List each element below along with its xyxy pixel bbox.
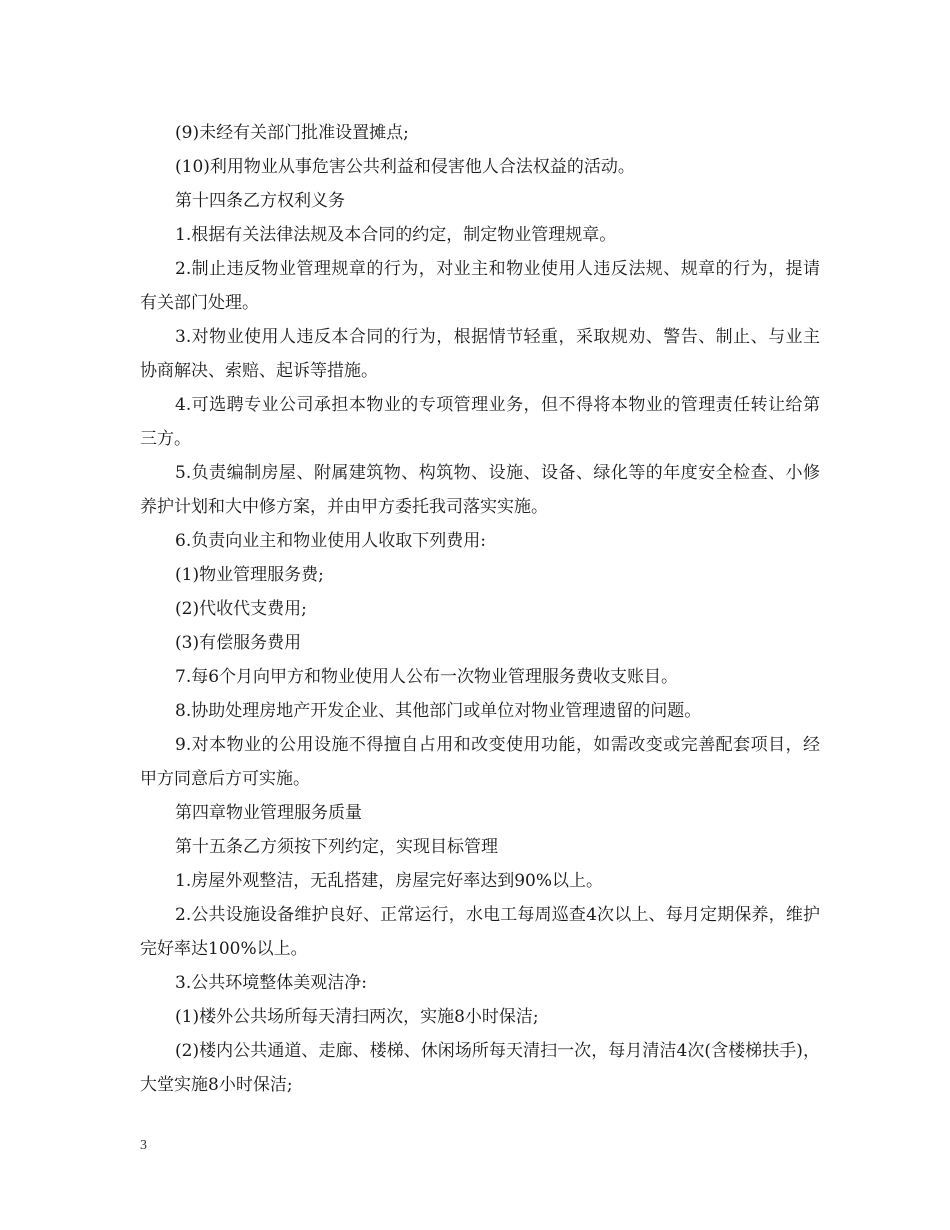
paragraph: 4.可选聘专业公司承担本物业的专项管理业务，但不得将本物业的管理责任转让给第三方。 (140, 395, 820, 449)
paragraph: (2)楼内公共通道、走廊、楼梯、休闲场所每天清扫一次，每月清洁4次(含楼梯扶手)，大堂实施8小时保洁; (140, 1041, 820, 1095)
paragraph: 3.公共环境整体美观洁净: (175, 973, 367, 993)
paragraph: (2)代收代支费用; (175, 599, 307, 619)
chapter-heading: 第四章物业管理服务质量 (175, 803, 362, 823)
document-body (140, 116, 820, 1102)
paragraph: 3.对物业使用人违反本合同的行为，根据情节轻重，采取规劝、警告、制止、与业主协商解决、索赔、起诉等措施。 (140, 327, 820, 381)
paragraph: 1.房屋外观整洁，无乱搭建，房屋完好率达到90%以上。 (175, 871, 604, 891)
paragraph: (10)利用物业从事危害公共利益和侵害他人合法权益的活动。 (175, 157, 635, 177)
paragraph: 8.协助处理房地产开发企业、其他部门或单位对物业管理遗留的问题。 (175, 701, 702, 721)
paragraph: 9.对本物业的公用设施不得擅自占用和改变使用功能，如需改变或完善配套项目，经甲方同意后方可实施。 (140, 735, 820, 789)
paragraph: 2.公共设施设备维护良好、正常运行，水电工每周巡查4次以上、每月定期保养，维护完好率达100%以上。 (140, 905, 820, 959)
paragraph: 2.制止违反物业管理规章的行为，对业主和物业使用人违反法规、规章的行为，提请有关部门处理。 (140, 259, 820, 313)
paragraph: (1)物业管理服务费; (175, 565, 324, 585)
section-heading: 第十四条乙方权利义务 (175, 191, 345, 211)
paragraph: 5.负责编制房屋、附属建筑物、构筑物、设施、设备、绿化等的年度安全检查、小修养护计划和大中修方案，并由甲方委托我司落实实施。 (140, 463, 820, 517)
page-number: 3 (140, 1138, 147, 1153)
paragraph: (1)楼外公共场所每天清扫两次，实施8小时保洁; (175, 1007, 539, 1027)
paragraph: 6.负责向业主和物业使用人收取下列费用: (175, 531, 486, 551)
paragraph: 7.每6个月向甲方和物业使用人公布一次物业管理服务费收支账目。 (175, 667, 679, 687)
section-heading: 第十五条乙方须按下列约定，实现目标管理 (175, 837, 498, 857)
paragraph: (9)未经有关部门批准设置摊点; (175, 123, 409, 143)
paragraph: (3)有偿服务费用 (175, 633, 302, 653)
paragraph: 1.根据有关法律法规及本合同的约定，制定物业管理规章。 (175, 225, 617, 245)
